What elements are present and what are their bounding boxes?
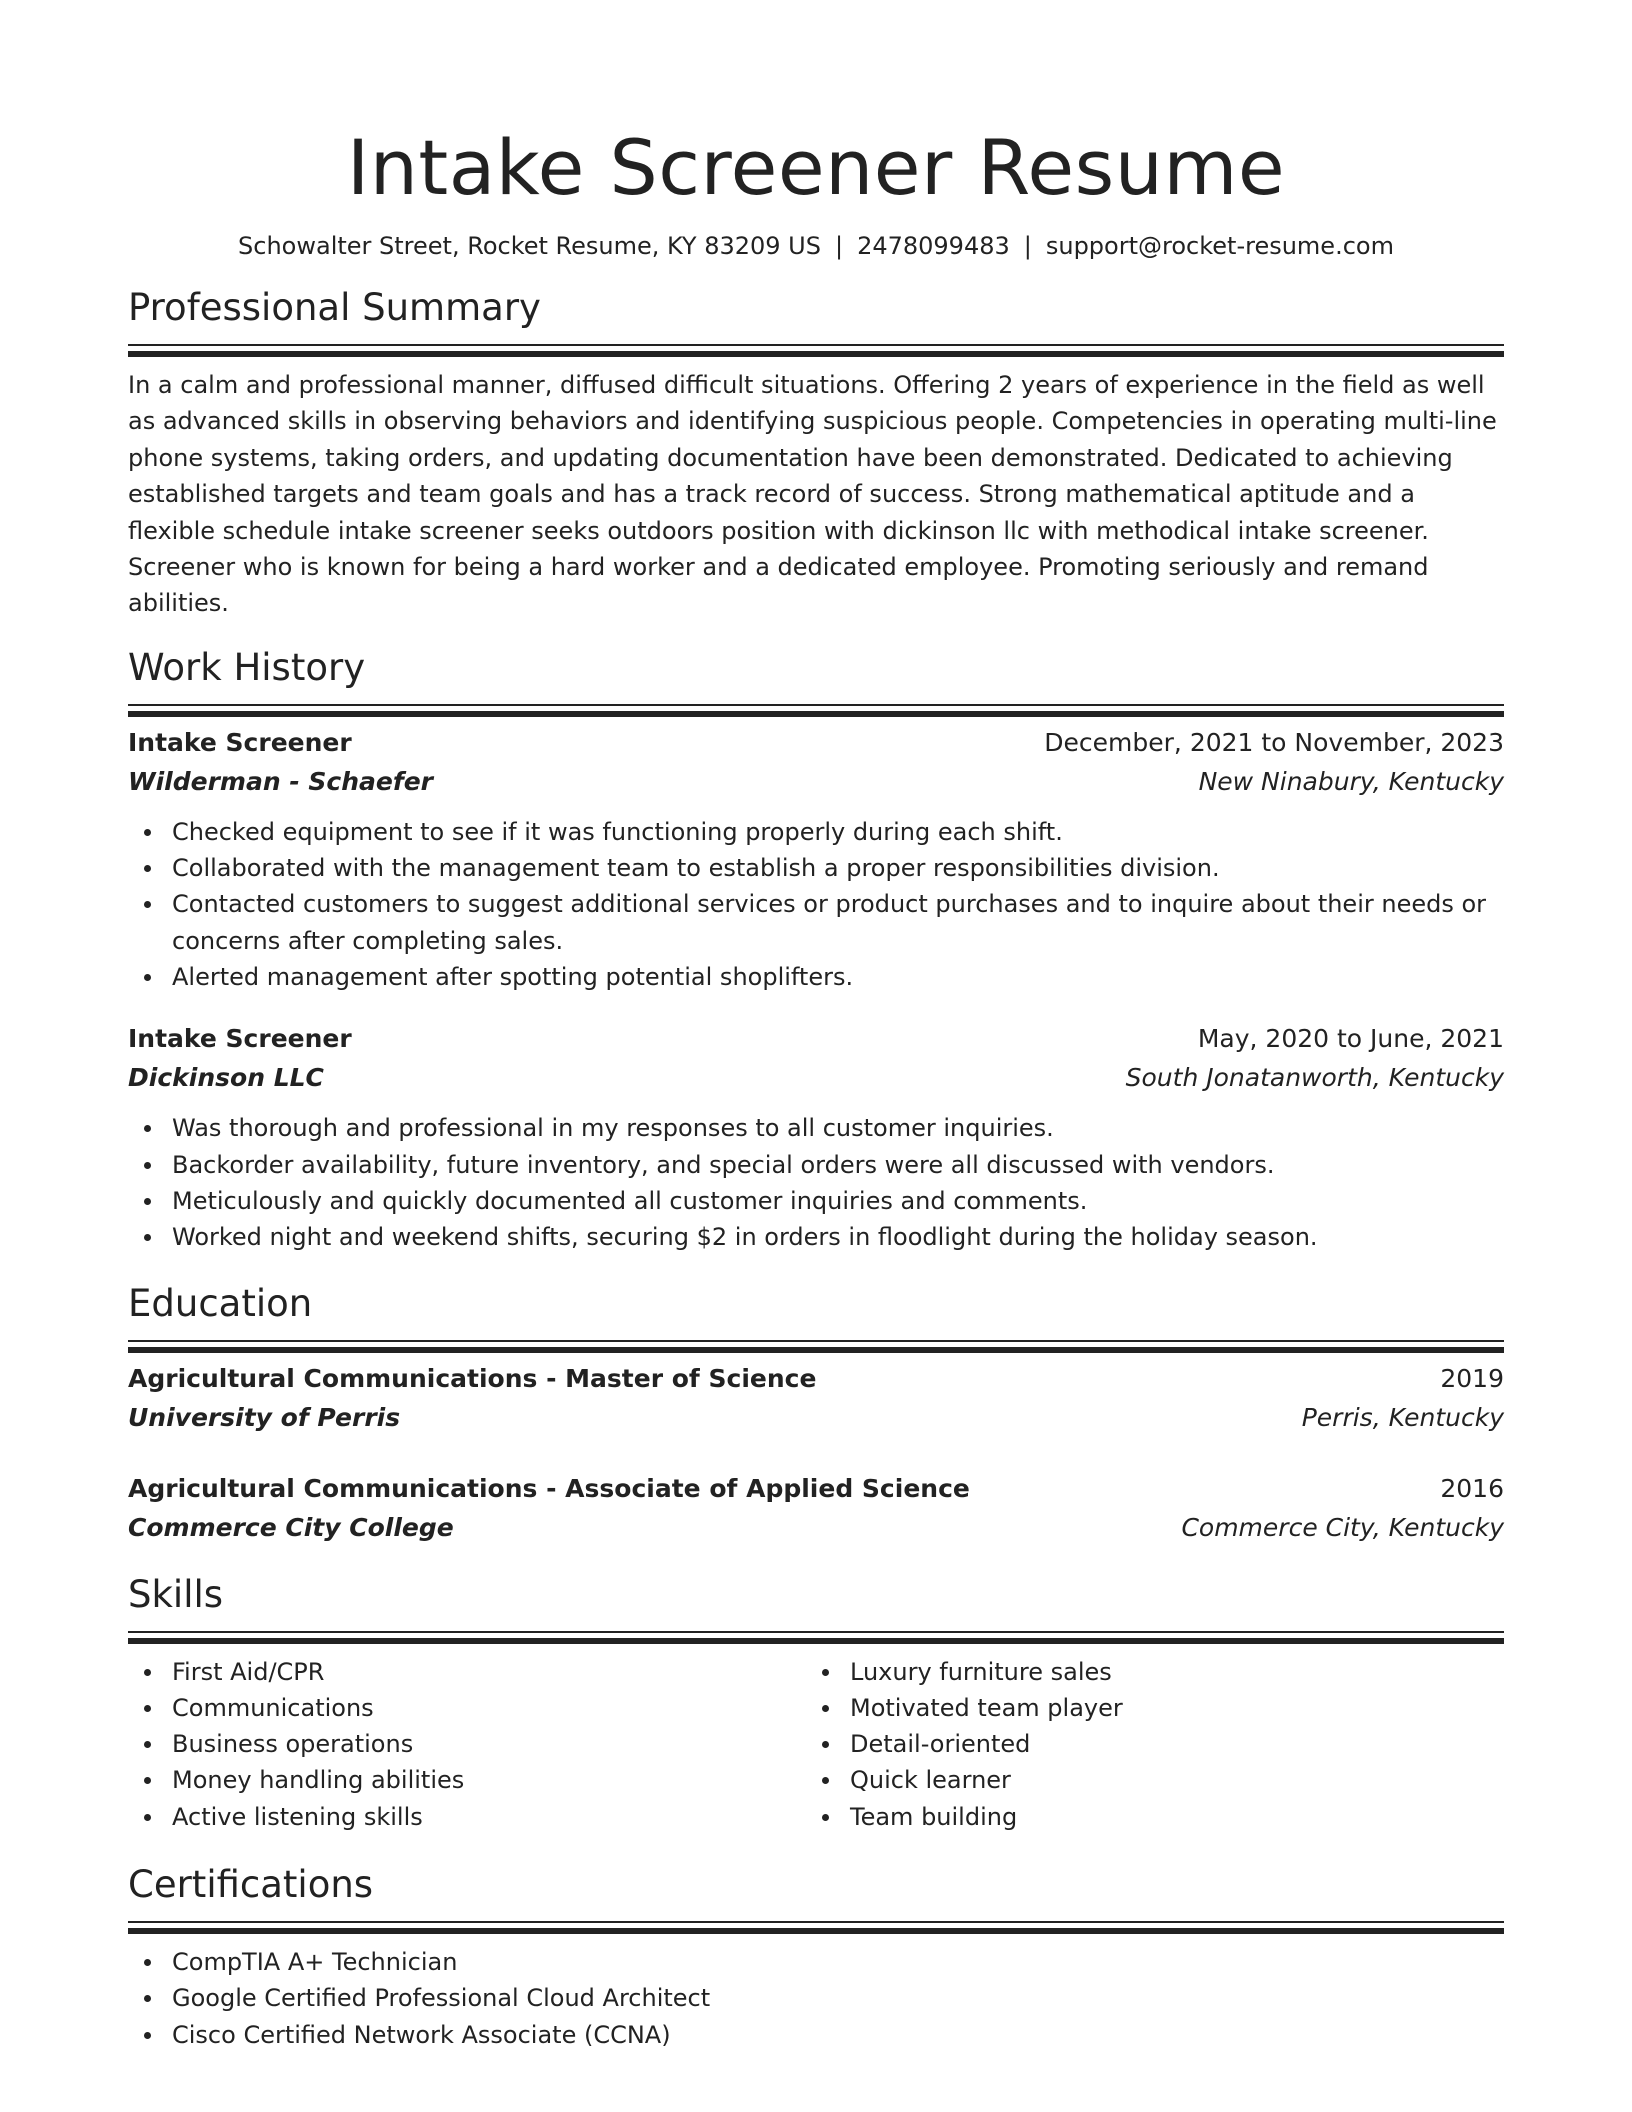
skills-list-left <box>128 1654 806 1835</box>
section-divider <box>128 1631 1504 1642</box>
job-location: South Jonatanworth, Kentucky <box>1125 1063 1504 1093</box>
section-title-education: Education <box>128 1281 313 1325</box>
skill-item: Motivated team player <box>806 1690 1484 1726</box>
job-bullet: Meticulously and quickly documented all customer inquiries and comments. <box>128 1183 1504 1219</box>
job-role: Intake Screener <box>128 1024 352 1054</box>
skill-item: Luxury furniture sales <box>806 1654 1484 1690</box>
skills-list-right <box>806 1654 1484 1835</box>
contact-email: support@rocket-resume.com <box>1045 232 1394 260</box>
skill-item: Money handling abilities <box>128 1762 806 1798</box>
job-company: Dickinson LLC <box>128 1063 324 1093</box>
work-history-section <box>128 644 1504 1256</box>
section-divider <box>128 1921 1504 1932</box>
job-company-row <box>128 762 1504 801</box>
section-title-certifications: Certifications <box>128 1863 374 1906</box>
job-bullets <box>128 814 1504 995</box>
job-dates: May, 2020 to June, 2021 <box>1197 1024 1504 1054</box>
certifications-list <box>128 1944 1504 2053</box>
skills-section <box>128 1571 1504 1835</box>
job-dates: December, 2021 to November, 2023 <box>1044 727 1504 757</box>
contact-address: Schowalter Street, Rocket Resume, KY 83209 US <box>238 232 821 260</box>
skill-item: Detail-oriented <box>806 1726 1484 1762</box>
skill-item: Quick learner <box>806 1762 1484 1798</box>
education-degree: Agricultural Communications - Master of Science <box>128 1363 817 1393</box>
education-school: University of Perris <box>128 1402 401 1432</box>
education-school-row <box>128 1508 1504 1547</box>
job-company-row <box>128 1058 1504 1097</box>
job-bullet: Checked equipment to see if it was functioning properly during each shift. <box>128 814 1504 850</box>
contact-line <box>128 230 1504 262</box>
section-title-work-history: Work History <box>128 645 366 689</box>
job-bullet: Backorder availability, future inventory, and special orders were all discussed with vendors. <box>128 1147 1504 1183</box>
job-header-row <box>128 723 1504 762</box>
job-bullet: Worked night and weekend shifts, securing $2 in orders in floodlight during the holiday season. <box>128 1219 1504 1255</box>
job-location: New Ninabury, Kentucky <box>1198 766 1504 796</box>
education-location: Commerce City, Kentucky <box>1181 1512 1504 1542</box>
skills-columns <box>128 1654 1504 1835</box>
job-role: Intake Screener <box>128 727 352 757</box>
education-school-row <box>128 1398 1504 1437</box>
section-divider <box>128 704 1504 715</box>
section-divider <box>128 344 1504 355</box>
resume-page <box>128 0 1504 2053</box>
education-degree-row <box>128 1469 1504 1508</box>
certification-item: Cisco Certified Network Associate (CCNA) <box>128 2017 1504 2053</box>
job-entry <box>128 1019 1504 1255</box>
skill-item: Business operations <box>128 1726 806 1762</box>
job-bullet: Was thorough and professional in my responses to all customer inquiries. <box>128 1110 1504 1146</box>
job-header-row <box>128 1019 1504 1058</box>
education-entry <box>128 1359 1504 1437</box>
education-degree: Agricultural Communications - Associate of Applied Science <box>128 1473 970 1503</box>
skill-item: Communications <box>128 1690 806 1726</box>
job-bullet: Collaborated with the management team to establish a proper responsibilities division. <box>128 850 1504 886</box>
summary-section <box>128 284 1504 622</box>
education-year: 2016 <box>1440 1473 1504 1503</box>
contact-separator: | <box>834 232 844 260</box>
certifications-section <box>128 1861 1504 2053</box>
skill-item: Active listening skills <box>128 1799 806 1835</box>
education-school: Commerce City College <box>128 1512 454 1542</box>
certification-item: Google Certified Professional Cloud Architect <box>128 1980 1504 2016</box>
job-bullets <box>128 1110 1504 1255</box>
section-divider <box>128 1340 1504 1351</box>
job-entry <box>128 723 1504 995</box>
job-company: Wilderman - Schaefer <box>128 766 434 796</box>
education-location: Perris, Kentucky <box>1301 1402 1504 1432</box>
job-bullet: Alerted management after spotting potential shoplifters. <box>128 959 1504 995</box>
education-degree-row <box>128 1359 1504 1398</box>
education-section <box>128 1280 1504 1547</box>
contact-phone: 2478099483 <box>857 232 1010 260</box>
section-title-summary: Professional Summary <box>128 286 541 329</box>
education-year: 2019 <box>1440 1363 1504 1393</box>
job-bullet: Contacted customers to suggest additional services or product purchases and to inquire about their needs or concerns after completing sales. <box>128 886 1504 959</box>
contact-separator: | <box>1023 232 1032 260</box>
education-entry <box>128 1469 1504 1547</box>
resume-title: Intake Screener Resume <box>346 123 1286 212</box>
skill-item: Team building <box>806 1799 1484 1835</box>
certification-item: CompTIA A+ Technician <box>128 1944 1504 1980</box>
summary-text: In a calm and professional manner, diffused difficult situations. Offering 2 years of experience in the field as well as advanced skills in observing behaviors and identifying suspicious people. Competencies in operating multi-line phone systems, taking orders, and updating documentation have been demonstrated. Dedicated to achieving established targets and team goals and has a track record of success. Strong mathematical aptitude and a flexible schedule intake screener seeks outdoors position with dickinson llc with methodical intake screener. Screener who is known for being a hard worker and a dedicated employee. Promoting seriously and remand abilities. <box>128 371 1497 618</box>
skill-item: First Aid/CPR <box>128 1654 806 1690</box>
section-title-skills: Skills <box>128 1572 224 1616</box>
